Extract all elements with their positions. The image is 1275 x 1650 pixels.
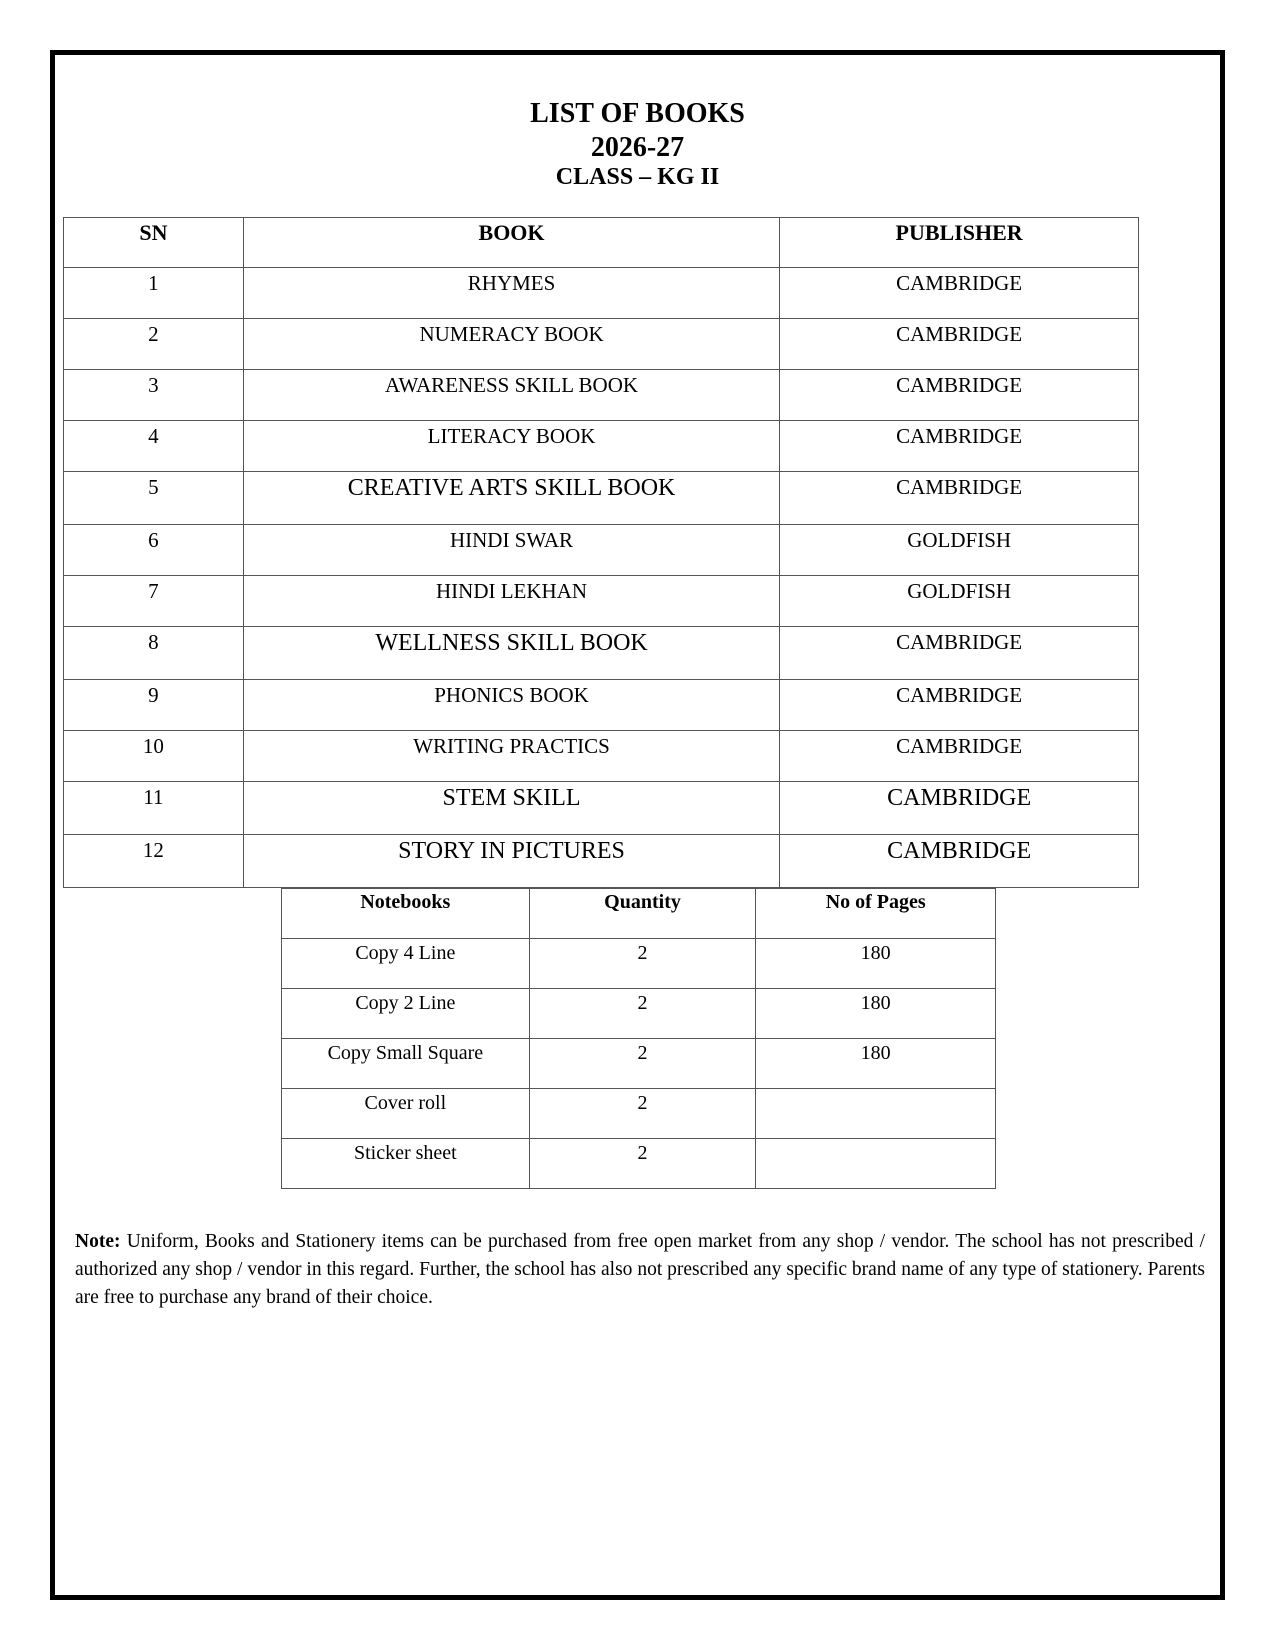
book-sn: 2 — [64, 319, 244, 370]
book-title: WRITING PRACTICS — [243, 731, 779, 782]
notebook-pages: 180 — [756, 989, 996, 1039]
book-title: NUMERACY BOOK — [243, 319, 779, 370]
note-label: Note: — [75, 1231, 121, 1252]
book-publisher: GOLDFISH — [780, 576, 1139, 627]
notebook-item: Copy 2 Line — [282, 989, 530, 1039]
book-row — [64, 576, 1139, 627]
note-paragraph — [75, 1228, 1205, 1312]
notebook-quantity: 2 — [529, 939, 756, 989]
notebook-row — [282, 939, 996, 989]
book-sn: 9 — [64, 680, 244, 731]
book-publisher: CAMBRIDGE — [780, 782, 1139, 835]
book-title: STEM SKILL — [243, 782, 779, 835]
notebook-item: Copy 4 Line — [282, 939, 530, 989]
book-row — [64, 421, 1139, 472]
header-pages: No of Pages — [756, 889, 996, 939]
book-publisher: CAMBRIDGE — [780, 319, 1139, 370]
book-publisher: CAMBRIDGE — [780, 472, 1139, 525]
book-row — [64, 370, 1139, 421]
book-sn: 8 — [64, 627, 244, 680]
notebook-pages — [756, 1089, 996, 1139]
book-sn: 5 — [64, 472, 244, 525]
book-sn: 12 — [64, 835, 244, 888]
header-sn: SN — [64, 218, 244, 268]
notebook-pages — [756, 1139, 996, 1189]
book-row — [64, 835, 1139, 888]
notebook-quantity: 2 — [529, 989, 756, 1039]
book-publisher: GOLDFISH — [780, 525, 1139, 576]
book-publisher: CAMBRIDGE — [780, 835, 1139, 888]
book-title: PHONICS BOOK — [243, 680, 779, 731]
document-title: LIST OF BOOKS — [530, 98, 745, 129]
book-sn: 10 — [64, 731, 244, 782]
books-header-row — [64, 218, 1139, 268]
book-row — [64, 680, 1139, 731]
book-title: HINDI SWAR — [243, 525, 779, 576]
notebook-quantity: 2 — [529, 1039, 756, 1089]
notebook-row — [282, 1089, 996, 1139]
book-publisher: CAMBRIDGE — [780, 680, 1139, 731]
book-sn: 7 — [64, 576, 244, 627]
book-row — [64, 268, 1139, 319]
academic-year: 2026-27 — [590, 132, 685, 163]
book-row — [64, 319, 1139, 370]
book-sn: 6 — [64, 525, 244, 576]
header-notebooks: Notebooks — [282, 889, 530, 939]
header-publisher: PUBLISHER — [780, 218, 1139, 268]
book-title: RHYMES — [243, 268, 779, 319]
notebooks-table — [281, 888, 996, 1189]
notebook-row — [282, 989, 996, 1039]
book-publisher: CAMBRIDGE — [780, 627, 1139, 680]
book-title: LITERACY BOOK — [243, 421, 779, 472]
book-title: HINDI LEKHAN — [243, 576, 779, 627]
notebooks-header-row — [282, 889, 996, 939]
book-sn: 11 — [64, 782, 244, 835]
notebook-row — [282, 1139, 996, 1189]
notebook-item: Sticker sheet — [282, 1139, 530, 1189]
book-title: WELLNESS SKILL BOOK — [243, 627, 779, 680]
note-text: Uniform, Books and Stationery items can be purchased from free open market from any shop / vendor. The school has not prescribed / authorized any shop / vendor in this regard. Further, the school has also not prescribed any specific brand name of any type of stationery. Parents are free to purchase any brand of their choice. — [75, 1231, 1205, 1308]
book-publisher: CAMBRIDGE — [780, 731, 1139, 782]
header-quantity: Quantity — [529, 889, 756, 939]
book-row — [64, 627, 1139, 680]
book-publisher: CAMBRIDGE — [780, 421, 1139, 472]
book-title: AWARENESS SKILL BOOK — [243, 370, 779, 421]
notebook-pages: 180 — [756, 1039, 996, 1089]
book-row — [64, 731, 1139, 782]
book-publisher: CAMBRIDGE — [780, 268, 1139, 319]
notebook-row — [282, 1039, 996, 1089]
notebook-quantity: 2 — [529, 1139, 756, 1189]
book-sn: 3 — [64, 370, 244, 421]
book-publisher: CAMBRIDGE — [780, 370, 1139, 421]
notebook-pages: 180 — [756, 939, 996, 989]
notebook-item: Cover roll — [282, 1089, 530, 1139]
book-row — [64, 472, 1139, 525]
notebook-quantity: 2 — [529, 1089, 756, 1139]
header-book: BOOK — [243, 218, 779, 268]
books-table — [63, 217, 1139, 888]
class-label: CLASS – KG II — [555, 164, 720, 190]
book-row — [64, 782, 1139, 835]
book-row — [64, 525, 1139, 576]
book-title: CREATIVE ARTS SKILL BOOK — [243, 472, 779, 525]
book-sn: 1 — [64, 268, 244, 319]
book-sn: 4 — [64, 421, 244, 472]
notebook-item: Copy Small Square — [282, 1039, 530, 1089]
book-title: STORY IN PICTURES — [243, 835, 779, 888]
